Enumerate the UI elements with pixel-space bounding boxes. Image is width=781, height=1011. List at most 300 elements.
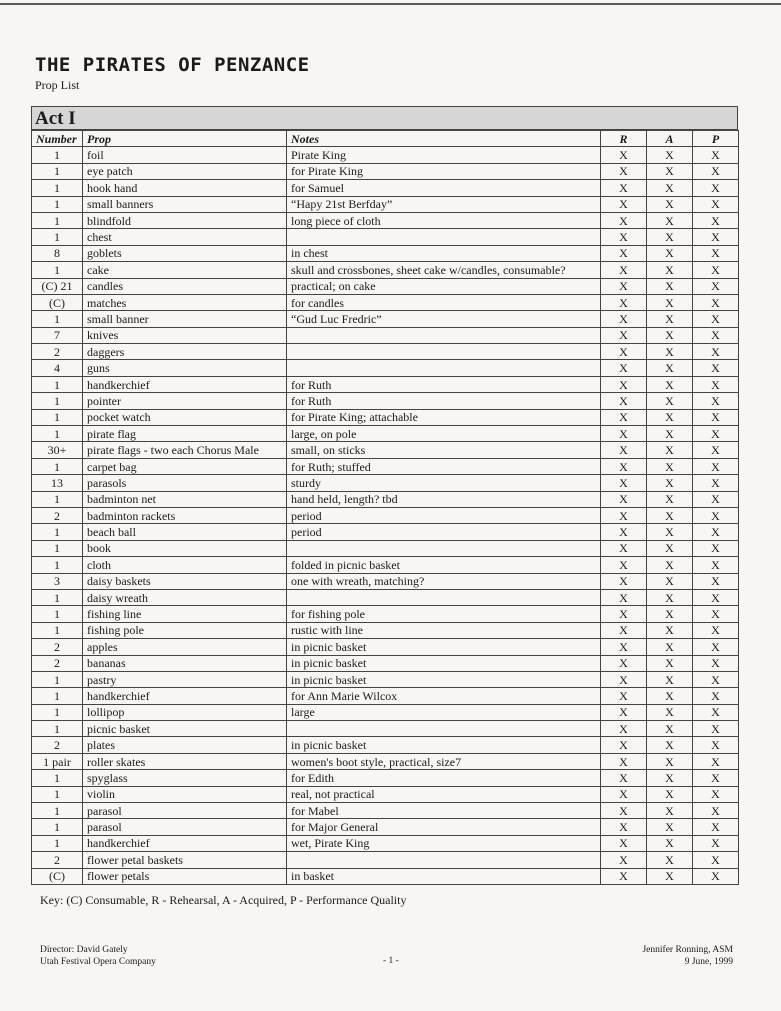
cell-performance: X [693, 786, 739, 802]
cell-acquired: X [647, 507, 693, 523]
table-row [32, 770, 739, 786]
cell-performance: X [693, 737, 739, 753]
cell-rehearsal: X [601, 803, 647, 819]
table-row [32, 426, 739, 442]
footer-asm: Jennifer Ronning, ASM [642, 945, 733, 955]
table-row [32, 163, 739, 179]
cell-prop: cake [83, 262, 287, 278]
cell-number: 1 [32, 180, 83, 196]
cell-acquired: X [647, 835, 693, 851]
table-row [32, 278, 739, 294]
cell-performance: X [693, 245, 739, 261]
cell-number: 7 [32, 327, 83, 343]
cell-prop: roller skates [83, 753, 287, 769]
cell-notes: real, not practical [287, 786, 601, 802]
table-row [32, 557, 739, 573]
cell-performance: X [693, 819, 739, 835]
cell-performance: X [693, 180, 739, 196]
prop-table [31, 130, 739, 885]
cell-rehearsal: X [601, 622, 647, 638]
table-row [32, 344, 739, 360]
cell-number: 8 [32, 245, 83, 261]
cell-rehearsal: X [601, 770, 647, 786]
cell-rehearsal: X [601, 147, 647, 163]
cell-number: 1 [32, 262, 83, 278]
cell-prop: guns [83, 360, 287, 376]
legend-key: Key: (C) Consumable, R - Rehearsal, A - Acquired, P - Performance Quality [40, 893, 407, 907]
cell-acquired: X [647, 540, 693, 556]
cell-number: 13 [32, 475, 83, 491]
cell-acquired: X [647, 426, 693, 442]
cell-performance: X [693, 803, 739, 819]
cell-number: 1 [32, 163, 83, 179]
cell-acquired: X [647, 294, 693, 310]
footer-company: Utah Festival Opera Company [40, 957, 156, 967]
table-row [32, 458, 739, 474]
table-row [32, 737, 739, 753]
cell-performance: X [693, 262, 739, 278]
cell-number: 1 pair [32, 753, 83, 769]
cell-number: 1 [32, 458, 83, 474]
page-number: - 1 - [383, 956, 399, 966]
table-row [32, 491, 739, 507]
cell-prop: knives [83, 327, 287, 343]
cell-prop: pastry [83, 671, 287, 687]
document-title: THE PIRATES OF PENZANCE [35, 54, 310, 76]
cell-prop: pointer [83, 393, 287, 409]
cell-number: 2 [32, 737, 83, 753]
cell-acquired: X [647, 639, 693, 655]
cell-prop: violin [83, 786, 287, 802]
cell-prop: pocket watch [83, 409, 287, 425]
cell-notes: in picnic basket [287, 671, 601, 687]
cell-performance: X [693, 327, 739, 343]
cell-number: 1 [32, 671, 83, 687]
cell-acquired: X [647, 868, 693, 884]
cell-notes: skull and crossbones, sheet cake w/candles, consumable? [287, 262, 601, 278]
cell-acquired: X [647, 819, 693, 835]
cell-number: 1 [32, 229, 83, 245]
cell-performance: X [693, 688, 739, 704]
table-row [32, 196, 739, 212]
cell-acquired: X [647, 262, 693, 278]
cell-prop: spyglass [83, 770, 287, 786]
table-row [32, 442, 739, 458]
cell-number: 1 [32, 688, 83, 704]
table-row [32, 721, 739, 737]
table-row [32, 409, 739, 425]
cell-prop: handkerchief [83, 835, 287, 851]
cell-prop: parasol [83, 803, 287, 819]
cell-prop: small banner [83, 311, 287, 327]
cell-notes: for Ruth [287, 393, 601, 409]
cell-rehearsal: X [601, 540, 647, 556]
cell-rehearsal: X [601, 278, 647, 294]
cell-performance: X [693, 196, 739, 212]
cell-acquired: X [647, 212, 693, 228]
table-row [32, 540, 739, 556]
header-performance: P [693, 131, 739, 147]
act-header [31, 106, 738, 130]
cell-acquired: X [647, 442, 693, 458]
cell-notes: one with wreath, matching? [287, 573, 601, 589]
cell-rehearsal: X [601, 294, 647, 310]
cell-acquired: X [647, 196, 693, 212]
cell-acquired: X [647, 327, 693, 343]
cell-acquired: X [647, 475, 693, 491]
cell-notes: for Ann Marie Wilcox [287, 688, 601, 704]
cell-prop: pirate flags - two each Chorus Male [83, 442, 287, 458]
cell-rehearsal: X [601, 229, 647, 245]
cell-number: 1 [32, 212, 83, 228]
cell-number: 1 [32, 557, 83, 573]
cell-prop: daisy wreath [83, 589, 287, 605]
cell-prop: daisy baskets [83, 573, 287, 589]
cell-prop: chest [83, 229, 287, 245]
cell-acquired: X [647, 786, 693, 802]
cell-rehearsal: X [601, 753, 647, 769]
cell-rehearsal: X [601, 671, 647, 687]
cell-number: 1 [32, 606, 83, 622]
cell-rehearsal: X [601, 524, 647, 540]
cell-number: 1 [32, 819, 83, 835]
cell-acquired: X [647, 589, 693, 605]
header-acquired: A [647, 131, 693, 147]
cell-number: 1 [32, 409, 83, 425]
cell-performance: X [693, 704, 739, 720]
cell-performance: X [693, 458, 739, 474]
cell-rehearsal: X [601, 344, 647, 360]
table-row [32, 606, 739, 622]
cell-prop: hook hand [83, 180, 287, 196]
footer-date: 9 June, 1999 [684, 957, 733, 967]
cell-notes [287, 540, 601, 556]
cell-acquired: X [647, 803, 693, 819]
cell-notes: in basket [287, 868, 601, 884]
table-row [32, 671, 739, 687]
table-row [32, 803, 739, 819]
table-row [32, 639, 739, 655]
cell-rehearsal: X [601, 835, 647, 851]
cell-rehearsal: X [601, 360, 647, 376]
table-row [32, 589, 739, 605]
cell-number: 1 [32, 393, 83, 409]
table-header-row [32, 131, 739, 147]
cell-notes: for Samuel [287, 180, 601, 196]
cell-notes [287, 721, 601, 737]
cell-notes: for Ruth [287, 376, 601, 392]
cell-performance: X [693, 344, 739, 360]
cell-rehearsal: X [601, 557, 647, 573]
table-row [32, 688, 739, 704]
cell-acquired: X [647, 753, 693, 769]
cell-performance: X [693, 573, 739, 589]
table-row [32, 327, 739, 343]
cell-rehearsal: X [601, 327, 647, 343]
cell-performance: X [693, 491, 739, 507]
cell-notes [287, 589, 601, 605]
cell-prop: parasols [83, 475, 287, 491]
cell-number: 4 [32, 360, 83, 376]
cell-rehearsal: X [601, 786, 647, 802]
cell-number: 2 [32, 639, 83, 655]
cell-rehearsal: X [601, 212, 647, 228]
cell-prop: badminton net [83, 491, 287, 507]
cell-performance: X [693, 852, 739, 868]
cell-prop: apples [83, 639, 287, 655]
cell-performance: X [693, 557, 739, 573]
cell-acquired: X [647, 606, 693, 622]
cell-notes: for Ruth; stuffed [287, 458, 601, 474]
cell-notes: women's boot style, practical, size7 [287, 753, 601, 769]
cell-prop: foil [83, 147, 287, 163]
cell-acquired: X [647, 393, 693, 409]
cell-rehearsal: X [601, 852, 647, 868]
cell-rehearsal: X [601, 409, 647, 425]
cell-prop: small banners [83, 196, 287, 212]
cell-number: 1 [32, 540, 83, 556]
cell-prop: cloth [83, 557, 287, 573]
cell-performance: X [693, 360, 739, 376]
footer-right [560, 944, 733, 968]
cell-acquired: X [647, 344, 693, 360]
cell-rehearsal: X [601, 688, 647, 704]
cell-performance: X [693, 147, 739, 163]
cell-number: 1 [32, 786, 83, 802]
cell-acquired: X [647, 147, 693, 163]
cell-rehearsal: X [601, 442, 647, 458]
cell-prop: lollipop [83, 704, 287, 720]
table-row [32, 212, 739, 228]
cell-notes [287, 344, 601, 360]
cell-performance: X [693, 376, 739, 392]
table-row [32, 311, 739, 327]
cell-notes: rustic with line [287, 622, 601, 638]
cell-notes: for Edith [287, 770, 601, 786]
cell-acquired: X [647, 360, 693, 376]
cell-rehearsal: X [601, 721, 647, 737]
table-row [32, 573, 739, 589]
cell-notes: hand held, length? tbd [287, 491, 601, 507]
cell-acquired: X [647, 278, 693, 294]
cell-performance: X [693, 721, 739, 737]
cell-prop: bananas [83, 655, 287, 671]
cell-performance: X [693, 671, 739, 687]
cell-prop: handkerchief [83, 688, 287, 704]
cell-performance: X [693, 655, 739, 671]
cell-rehearsal: X [601, 163, 647, 179]
cell-notes [287, 360, 601, 376]
cell-prop: goblets [83, 245, 287, 261]
cell-acquired: X [647, 770, 693, 786]
cell-prop: daggers [83, 344, 287, 360]
cell-prop: pirate flag [83, 426, 287, 442]
cell-performance: X [693, 409, 739, 425]
cell-rehearsal: X [601, 475, 647, 491]
cell-prop: blindfold [83, 212, 287, 228]
cell-notes: large, on pole [287, 426, 601, 442]
cell-performance: X [693, 278, 739, 294]
cell-performance: X [693, 540, 739, 556]
prop-table-body [32, 147, 739, 885]
table-row [32, 835, 739, 851]
cell-acquired: X [647, 737, 693, 753]
cell-acquired: X [647, 704, 693, 720]
cell-notes [287, 327, 601, 343]
cell-performance: X [693, 835, 739, 851]
cell-prop: handkerchief [83, 376, 287, 392]
cell-number: 1 [32, 803, 83, 819]
cell-performance: X [693, 212, 739, 228]
cell-acquired: X [647, 229, 693, 245]
cell-performance: X [693, 294, 739, 310]
cell-notes: Pirate King [287, 147, 601, 163]
cell-prop: fishing pole [83, 622, 287, 638]
cell-acquired: X [647, 671, 693, 687]
table-row [32, 245, 739, 261]
cell-number: (C) [32, 868, 83, 884]
cell-notes: “Hapy 21st Berfday” [287, 196, 601, 212]
cell-acquired: X [647, 688, 693, 704]
table-row [32, 147, 739, 163]
cell-rehearsal: X [601, 819, 647, 835]
cell-performance: X [693, 589, 739, 605]
header-number: Number [32, 131, 83, 147]
cell-rehearsal: X [601, 196, 647, 212]
cell-prop: badminton rackets [83, 507, 287, 523]
cell-number: 1 [32, 426, 83, 442]
cell-acquired: X [647, 163, 693, 179]
cell-acquired: X [647, 852, 693, 868]
cell-performance: X [693, 475, 739, 491]
cell-notes: in picnic basket [287, 639, 601, 655]
cell-prop: plates [83, 737, 287, 753]
cell-number: 1 [32, 721, 83, 737]
header-prop: Prop [83, 131, 287, 147]
cell-number: 1 [32, 196, 83, 212]
cell-performance: X [693, 639, 739, 655]
cell-number: 30+ [32, 442, 83, 458]
cell-number: 1 [32, 622, 83, 638]
table-row [32, 819, 739, 835]
cell-acquired: X [647, 376, 693, 392]
header-rehearsal: R [601, 131, 647, 147]
cell-performance: X [693, 229, 739, 245]
cell-performance: X [693, 524, 739, 540]
cell-acquired: X [647, 655, 693, 671]
cell-performance: X [693, 622, 739, 638]
cell-notes: in picnic basket [287, 655, 601, 671]
cell-notes: large [287, 704, 601, 720]
cell-number: 2 [32, 507, 83, 523]
cell-number: 2 [32, 655, 83, 671]
cell-rehearsal: X [601, 262, 647, 278]
footer-left [40, 944, 156, 968]
cell-number: 1 [32, 147, 83, 163]
cell-acquired: X [647, 245, 693, 261]
table-row [32, 262, 739, 278]
cell-acquired: X [647, 311, 693, 327]
cell-notes [287, 852, 601, 868]
table-row [32, 786, 739, 802]
cell-number: 1 [32, 491, 83, 507]
cell-number: (C) 21 [32, 278, 83, 294]
cell-notes: in picnic basket [287, 737, 601, 753]
cell-number: 1 [32, 835, 83, 851]
cell-acquired: X [647, 721, 693, 737]
cell-prop: flower petals [83, 868, 287, 884]
cell-prop: flower petal baskets [83, 852, 287, 868]
cell-performance: X [693, 426, 739, 442]
cell-rehearsal: X [601, 606, 647, 622]
cell-prop: candles [83, 278, 287, 294]
cell-number: (C) [32, 294, 83, 310]
cell-notes: wet, Pirate King [287, 835, 601, 851]
cell-rehearsal: X [601, 245, 647, 261]
cell-rehearsal: X [601, 589, 647, 605]
cell-notes: small, on sticks [287, 442, 601, 458]
table-row [32, 852, 739, 868]
cell-notes [287, 229, 601, 245]
cell-prop: picnic basket [83, 721, 287, 737]
cell-rehearsal: X [601, 458, 647, 474]
cell-rehearsal: X [601, 311, 647, 327]
top-border-line [0, 3, 781, 5]
cell-notes: for candles [287, 294, 601, 310]
cell-rehearsal: X [601, 393, 647, 409]
cell-rehearsal: X [601, 704, 647, 720]
cell-performance: X [693, 753, 739, 769]
cell-prop: eye patch [83, 163, 287, 179]
cell-notes: for fishing pole [287, 606, 601, 622]
cell-prop: parasol [83, 819, 287, 835]
header-notes: Notes [287, 131, 601, 147]
cell-notes: for Pirate King; attachable [287, 409, 601, 425]
cell-rehearsal: X [601, 737, 647, 753]
cell-performance: X [693, 606, 739, 622]
cell-performance: X [693, 770, 739, 786]
cell-performance: X [693, 163, 739, 179]
table-row [32, 376, 739, 392]
table-row [32, 360, 739, 376]
table-row [32, 229, 739, 245]
cell-performance: X [693, 868, 739, 884]
cell-notes: for Mabel [287, 803, 601, 819]
table-row [32, 622, 739, 638]
cell-performance: X [693, 393, 739, 409]
cell-number: 1 [32, 524, 83, 540]
cell-notes: period [287, 524, 601, 540]
table-row [32, 393, 739, 409]
cell-number: 2 [32, 852, 83, 868]
cell-prop: book [83, 540, 287, 556]
cell-rehearsal: X [601, 573, 647, 589]
cell-performance: X [693, 442, 739, 458]
cell-number: 1 [32, 311, 83, 327]
table-row [32, 294, 739, 310]
cell-number: 3 [32, 573, 83, 589]
table-row [32, 507, 739, 523]
cell-number: 1 [32, 704, 83, 720]
cell-prop: matches [83, 294, 287, 310]
cell-notes: long piece of cloth [287, 212, 601, 228]
cell-acquired: X [647, 622, 693, 638]
cell-acquired: X [647, 557, 693, 573]
table-row [32, 704, 739, 720]
cell-acquired: X [647, 573, 693, 589]
table-row [32, 655, 739, 671]
cell-notes: for Pirate King [287, 163, 601, 179]
